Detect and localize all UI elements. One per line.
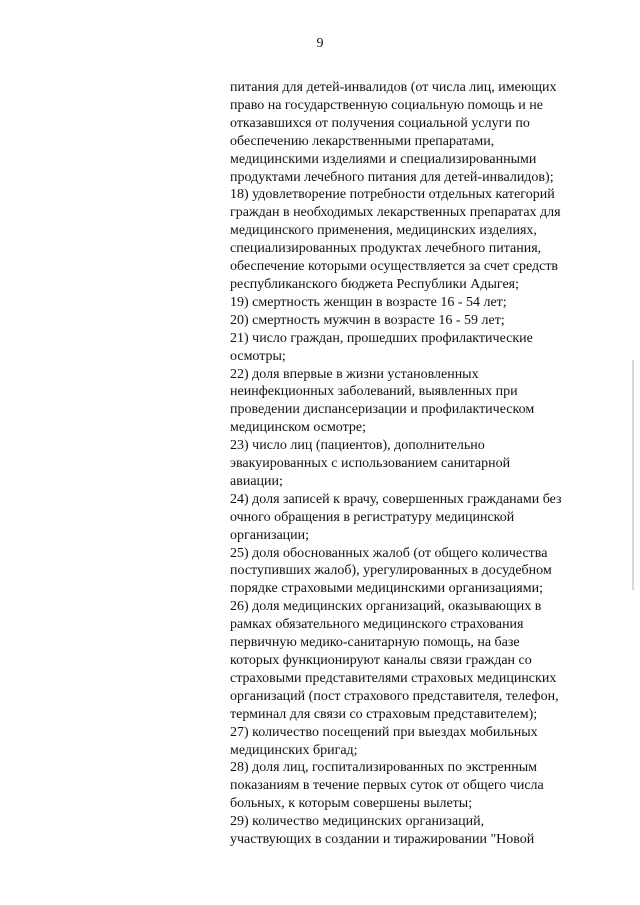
text-line: медицинскими изделиями и специализированными (230, 151, 537, 167)
text-line: эвакуированных с использованием санитарной (230, 456, 511, 472)
text-line: питания для детей-инвалидов (от числа лиц, имеющих (230, 80, 557, 95)
text-line: первичную медико-санитарную помощь, на базе (230, 635, 520, 651)
text-line: республиканского бюджета Республики Адыгея; (230, 276, 520, 292)
text-line: авиации; (230, 473, 283, 489)
text-line: 28) доля лиц, госпитализированных по экстренным (230, 760, 538, 776)
text-line: страховыми представителями страховых медицинских (230, 670, 557, 686)
text-line: 21) число граждан, прошедших профилактические (230, 330, 533, 346)
text-line: продуктами лечебного питания для детей-инвалидов); (230, 169, 554, 185)
text-line: поступивших жалоб), урегулированных в досудебном (230, 563, 552, 579)
text-line: проведении диспансеризации и профилактическом (230, 402, 535, 418)
text-line: очного обращения в регистратуру медицинской (230, 509, 515, 525)
text-line: больных, к которым совершены вылеты; (230, 796, 473, 812)
text-line: медицинского применения, медицинских изделиях, (230, 223, 537, 239)
text-line: организации; (230, 527, 310, 543)
text-line: 22) доля впервые в жизни установленных (230, 366, 479, 382)
text-line: 27) количество посещений при выездах мобильных (230, 724, 538, 740)
text-line: обеспечение которыми осуществляется за счет средств (230, 259, 559, 275)
text-line: 24) доля записей к врачу, совершенных гражданами без (230, 491, 562, 507)
page-number: 9 (316, 36, 324, 51)
text-line: 29) количество медицинских организаций, (230, 814, 485, 830)
text-line: рамках обязательного медицинского страхования (230, 617, 524, 633)
text-line: право на государственную социальную помощь и не (230, 97, 543, 113)
text-line: 23) число лиц (пациентов), дополнительно (230, 438, 485, 454)
text-line: показаниям в течение первых суток от общего числа (230, 778, 544, 794)
scan-edge-line (632, 360, 634, 590)
body-text (230, 79, 610, 849)
text-line: 25) доля обоснованных жалоб (от общего количества (230, 545, 548, 561)
text-line: терминал для связи со страховым представителем); (230, 706, 538, 722)
text-line: специализированных продуктах лечебного питания, (230, 241, 542, 257)
text-line: порядке страховыми медицинскими организациями; (230, 581, 543, 597)
text-line: 18) удовлетворение потребности отдельных категорий (230, 187, 555, 203)
text-line: граждан в необходимых лекарственных препаратах для (230, 205, 561, 221)
text-line: медицинских бригад; (230, 742, 358, 758)
text-line: отказавшихся от получения социальной услуги по (230, 115, 530, 131)
text-line: обеспечению лекарственными препаратами, (230, 133, 495, 149)
text-line: организаций (пост страхового представителя, телефон, (230, 688, 559, 704)
text-line: которых функционируют каналы связи граждан со (230, 653, 532, 668)
text-line: неинфекционных заболеваний, выявленных при (230, 384, 518, 400)
text-line: 20) смертность мужчин в возрасте 16 - 59 лет; (230, 312, 505, 328)
text-line: осмотры; (230, 348, 286, 364)
text-line: участвующих в создании и тиражировании "Новой (230, 832, 535, 848)
text-line: 19) смертность женщин в возрасте 16 - 54 лет; (230, 294, 507, 310)
text-line: медицинском осмотре; (230, 420, 367, 436)
text-line: 26) доля медицинских организаций, оказывающих в (230, 599, 542, 615)
